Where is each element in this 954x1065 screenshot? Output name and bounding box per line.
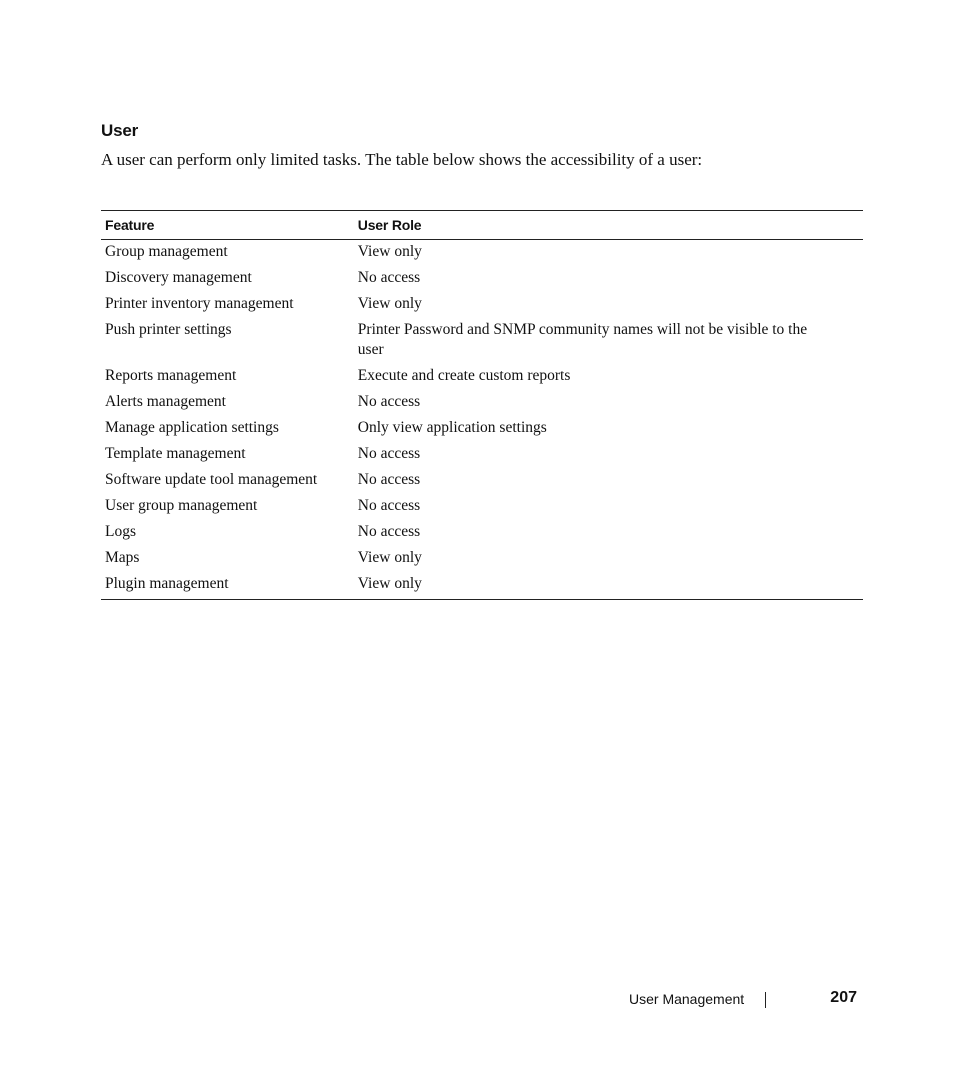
feature-cell: Maps <box>105 549 140 566</box>
feature-cell: User group management <box>105 497 258 514</box>
role-cell: Printer Password and SNMP community names will not be visible to the user <box>357 321 808 358</box>
table-row <box>101 292 863 318</box>
feature-cell: Discovery management <box>105 269 252 286</box>
table-row <box>101 240 863 267</box>
table-row <box>101 318 863 364</box>
role-cell: View only <box>357 243 422 260</box>
page-footer <box>0 989 954 1011</box>
role-cell: View only <box>357 295 422 312</box>
role-cell: View only <box>357 575 422 592</box>
role-cell: No access <box>357 445 421 462</box>
table-row <box>101 468 863 494</box>
table-row <box>101 572 863 600</box>
feature-cell: Manage application settings <box>105 419 279 436</box>
table-row <box>101 416 863 442</box>
user-access-table <box>101 210 863 600</box>
table-row <box>101 390 863 416</box>
feature-cell: Plugin management <box>105 575 229 592</box>
role-cell: View only <box>357 549 422 566</box>
table-row <box>101 494 863 520</box>
feature-cell: Software update tool management <box>105 471 318 488</box>
footer-divider <box>765 992 766 1008</box>
feature-cell: Reports management <box>105 367 237 384</box>
table-row <box>101 266 863 292</box>
table-row <box>101 546 863 572</box>
role-cell: Only view application settings <box>357 419 547 436</box>
role-cell: No access <box>357 523 421 540</box>
table-row <box>101 442 863 468</box>
feature-cell: Alerts management <box>105 393 226 410</box>
feature-cell: Printer inventory management <box>105 295 294 312</box>
page-number: 207 <box>830 989 857 1006</box>
header-user-role: User Role <box>354 211 863 240</box>
role-cell: No access <box>357 269 421 286</box>
role-cell: No access <box>357 393 421 410</box>
role-cell: No access <box>357 497 421 514</box>
table-row <box>101 520 863 546</box>
footer-section-title: User Management <box>629 991 745 1007</box>
feature-cell: Logs <box>105 523 136 540</box>
role-cell: No access <box>357 471 421 488</box>
header-feature: Feature <box>101 211 354 240</box>
feature-cell: Group management <box>105 243 228 260</box>
feature-cell: Push printer settings <box>105 321 232 338</box>
intro-paragraph: A user can perform only limited tasks. The table below shows the accessibility of a user: <box>101 150 703 169</box>
table-row <box>101 364 863 390</box>
section-heading: User <box>101 121 139 140</box>
role-cell: Execute and create custom reports <box>357 367 571 384</box>
table-header-row <box>101 211 863 240</box>
feature-cell: Template management <box>105 445 246 462</box>
